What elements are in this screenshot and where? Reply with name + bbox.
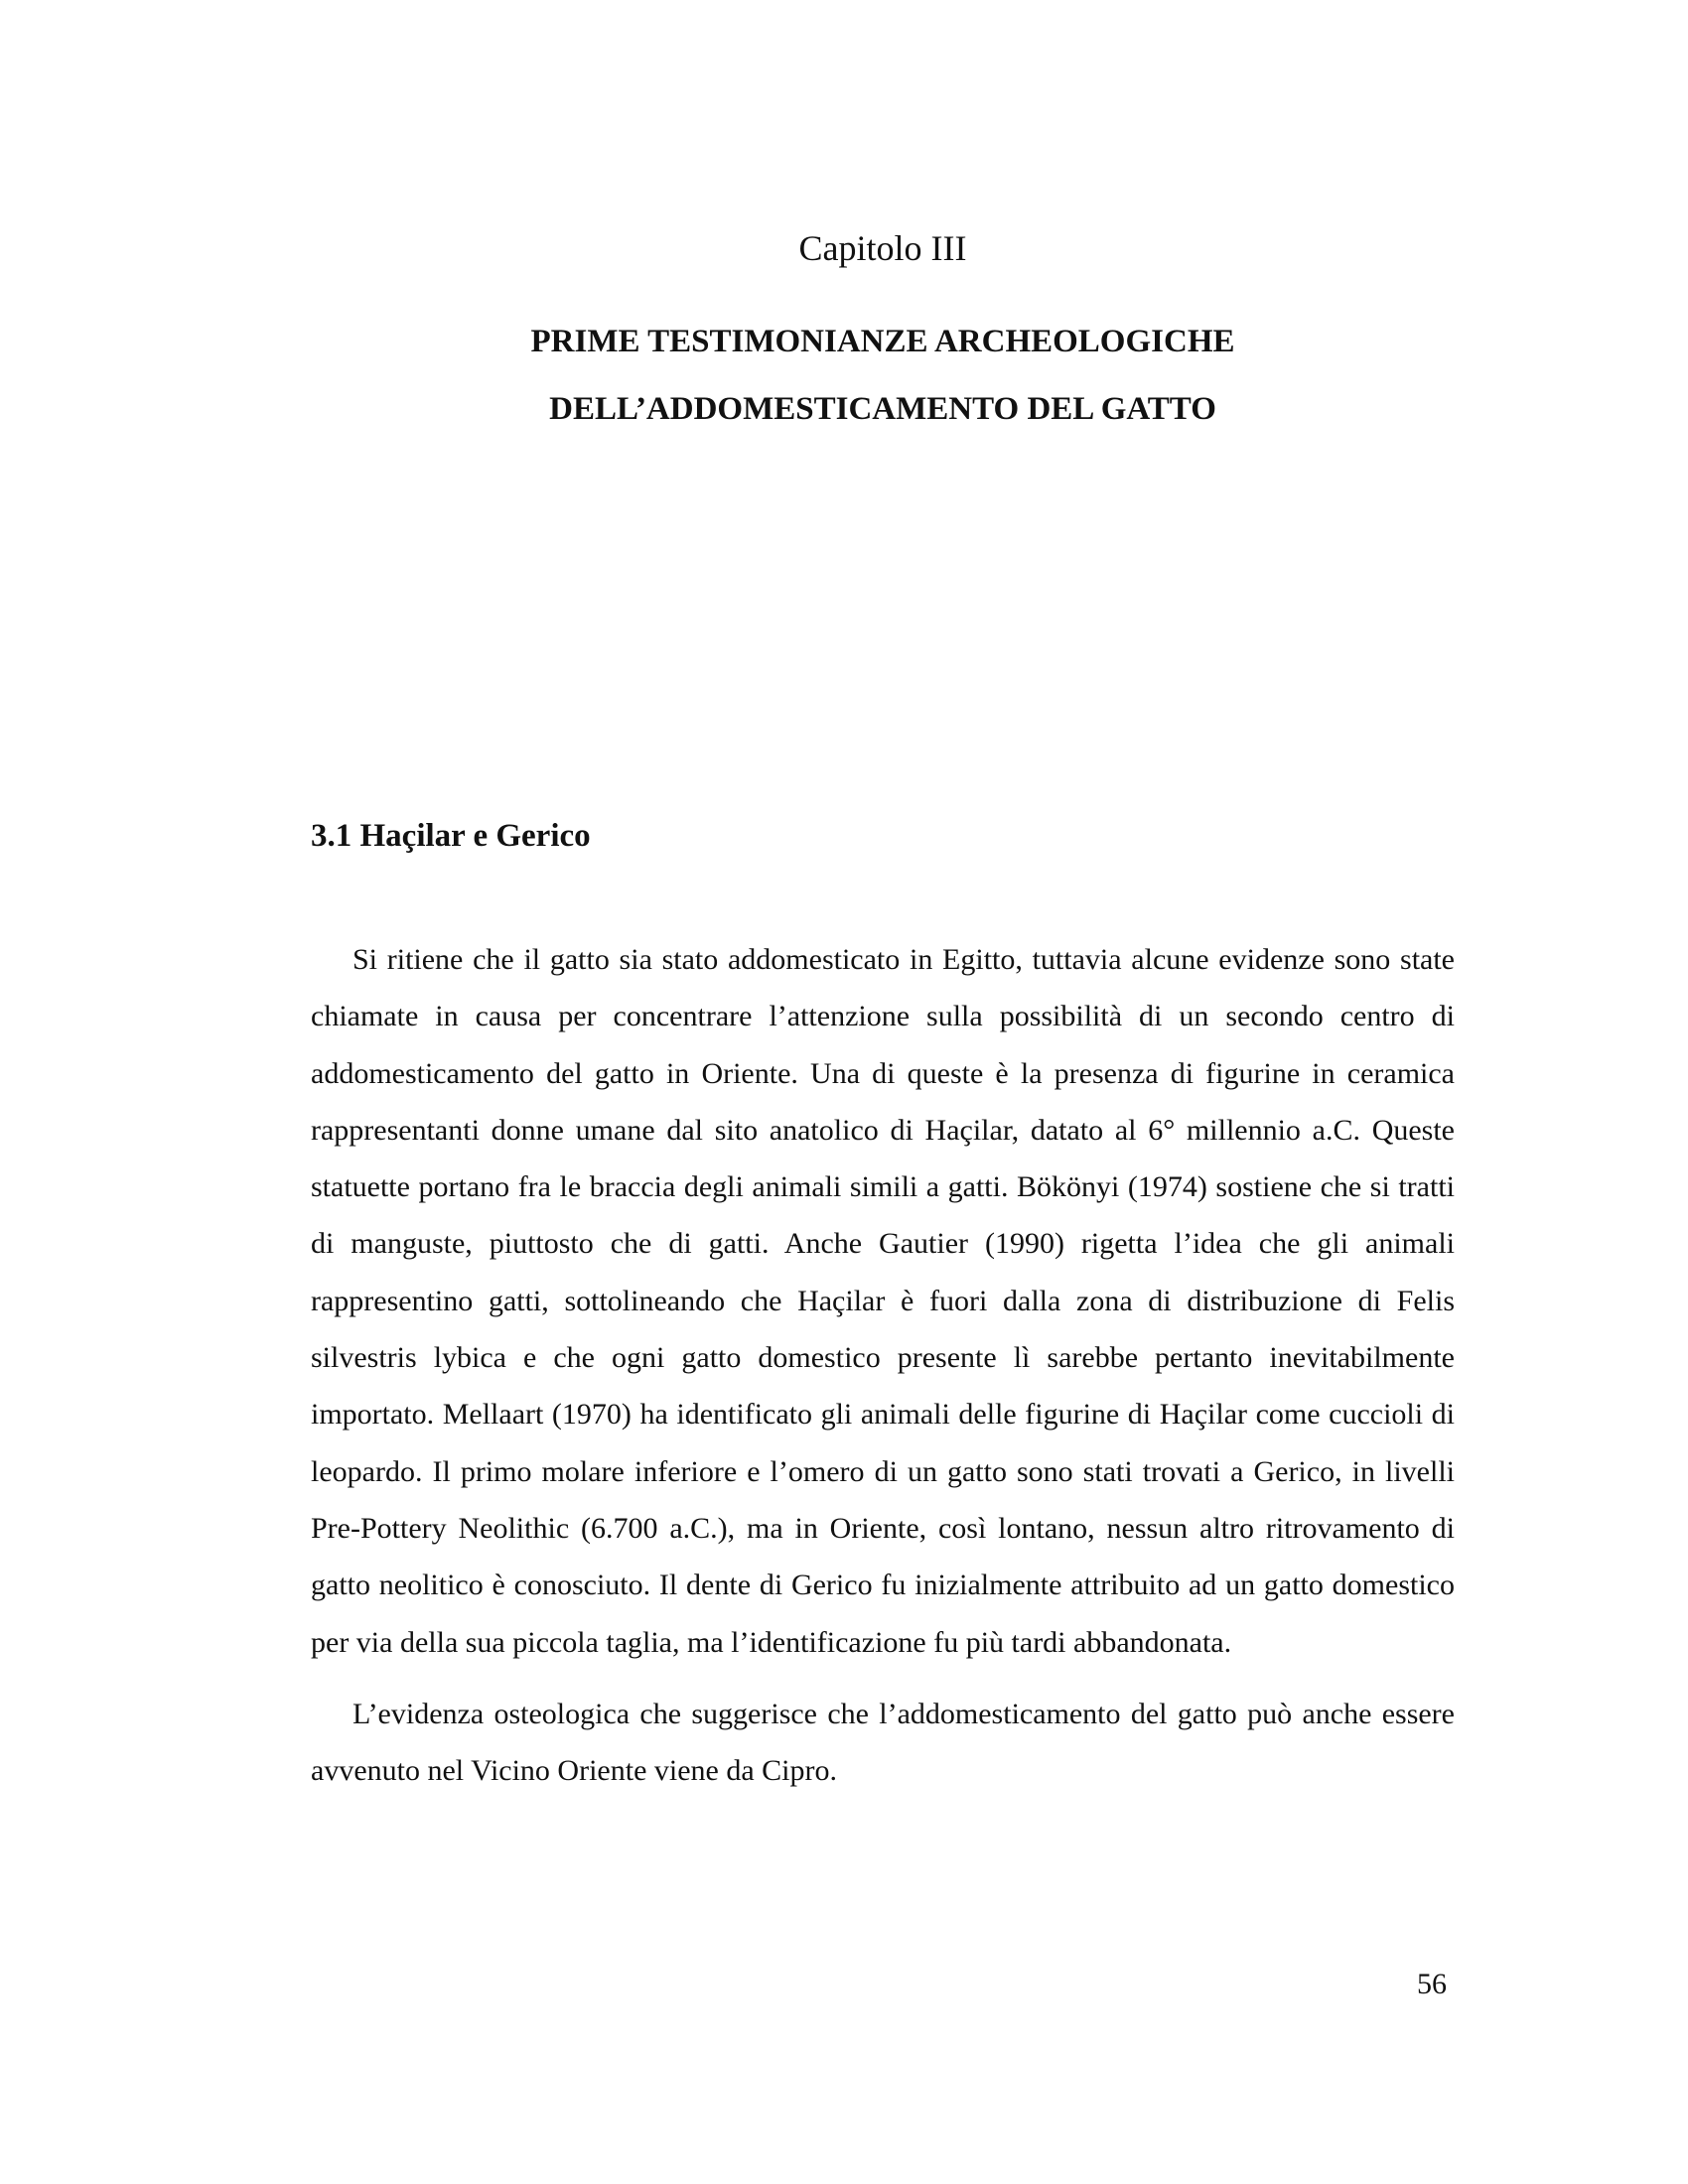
body-text <box>311 931 1455 1799</box>
chapter-title-line-2: DELL’ADDOMESTICAMENTO DEL GATTO <box>549 391 1216 427</box>
section-heading: 3.1 Haçilar e Gerico <box>311 818 591 854</box>
chapter-title-line-1: PRIME TESTIMONIANZE ARCHEOLOGICHE <box>530 324 1235 359</box>
page-number: 56 <box>1417 1968 1447 2000</box>
paragraph: L’evidenza osteologica che suggerisce che l’addomesticamento del gatto può anche essere avvenuto nel Vicino Oriente viene da Cipro. <box>311 1697 1455 1788</box>
chapter-title <box>311 308 1455 443</box>
chapter-label: Capitolo III <box>798 228 967 268</box>
paragraph: Si ritiene che il gatto sia stato addomesticato in Egitto, tuttavia alcune evidenze sono state chiamate in causa per concentrare l’attenzione sulla possibilità di un secondo centro di addomesticamento del gatto in Oriente. Una di queste è la presenza di figurine in ceramica rappresentanti donne umane dal sito anatolico di Haçilar, datato al 6° millennio a.C. Queste statuette portano fra le braccia degli animali simili a gatti. Bökönyi (1974) sostiene che si tratti di manguste, piuttosto che di gatti. Anche Gautier (1990) rigetta l’idea che gli animali rappresentino gatti, sottolineando che Haçilar è fuori dalla zona di distribuzione di Felis silvestris lybica e che ogni gatto domestico presente lì sarebbe pertanto inevitabilmente importato. Mellaart (1970) ha identificato gli animali delle figurine di Haçilar come cuccioli di leopardo. Il primo molare inferiore e l’omero di un gatto sono stati trovati a Gerico, in livelli Pre-Pottery Neolithic (6.700 a.C.), ma in Oriente, così lontano, nessun altro ritrovamento di gatto neolitico è conosciuto. Il dente di Gerico fu inizialmente attribuito ad un gatto domestico per via della sua piccola taglia, ma l’identificazione fu più tardi abbandonata. <box>311 943 1455 1659</box>
